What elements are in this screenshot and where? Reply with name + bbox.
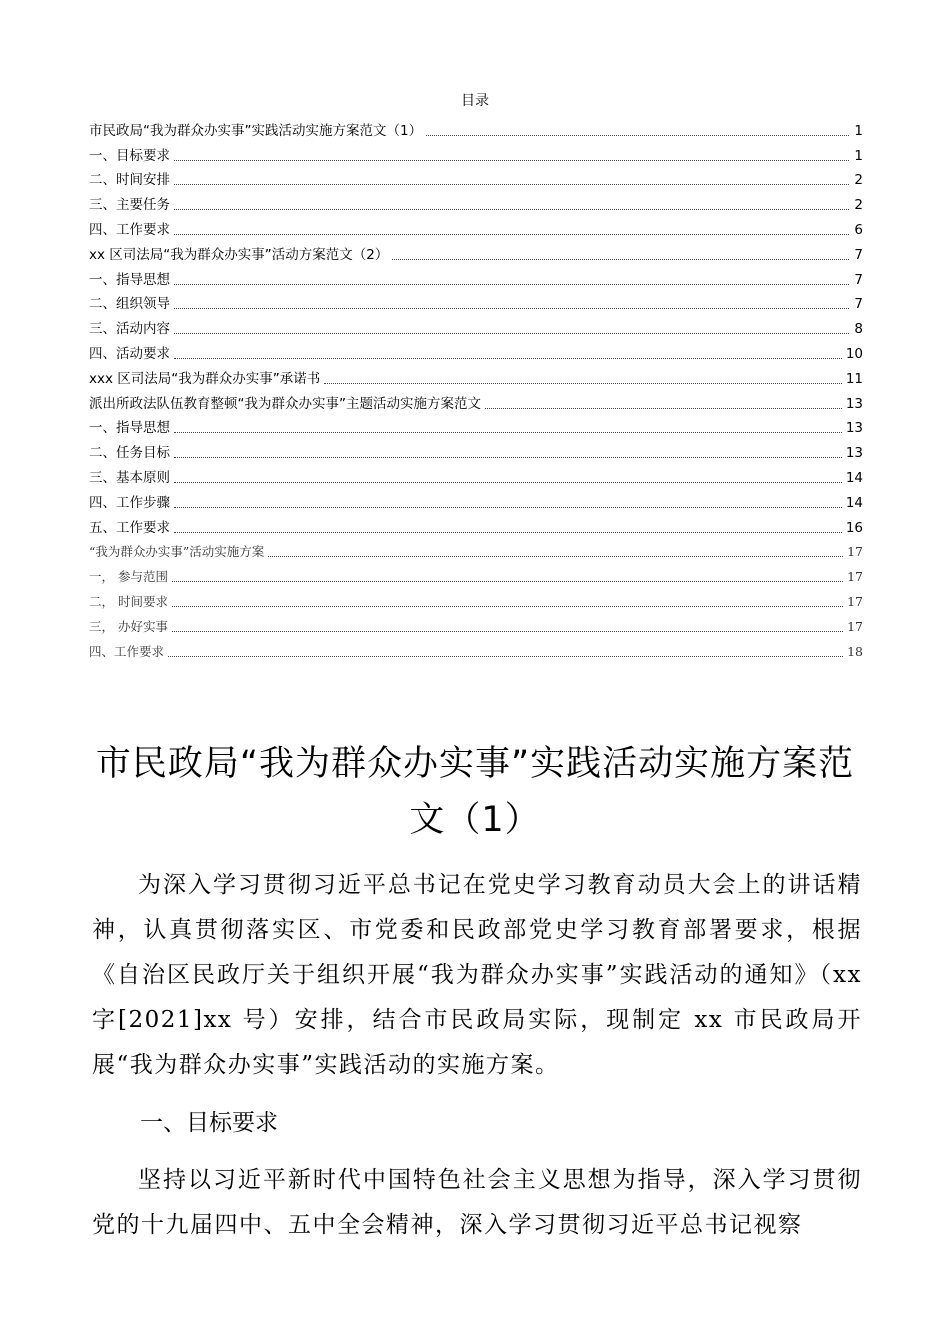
toc-entry-page-number: 17 [847,544,863,560]
toc-entry[interactable] [89,266,863,291]
toc-dot-leader [172,630,843,632]
toc-entry[interactable] [89,489,863,514]
toc-title: 目录 [461,93,489,109]
toc-entry-text: 四、工作步骤 [89,494,170,511]
toc-entry[interactable] [89,216,863,241]
toc-entry[interactable] [89,588,863,613]
toc-dot-leader [174,233,849,235]
toc-dot-leader [172,580,843,582]
toc-entry-page-number: 1 [854,147,863,164]
toc-entry-page-number: 2 [854,172,863,189]
toc-entry-page-number: 16 [845,519,863,536]
section-heading-goals: 一、目标要求 [140,1110,278,1136]
toc-entry-text: 五、工作要求 [89,519,170,536]
toc-dot-leader [324,382,842,384]
toc-entry[interactable] [89,167,863,192]
toc-entry-text: 二、组织领导 [89,296,170,313]
toc-entry-page-number: 10 [845,345,863,362]
table-of-contents [89,117,863,663]
toc-entry-page-number: 7 [854,296,863,313]
toc-entry-page-number: 17 [847,569,863,585]
toc-entry-text: 三、基本原则 [89,469,170,486]
toc-dot-leader [174,283,849,285]
toc-entry-text: 四、工作要求 [89,221,170,238]
toc-entry[interactable] [89,439,863,464]
toc-entry[interactable] [89,613,863,638]
toc-entry-page-number: 13 [845,420,863,437]
toc-entry-text: 一、目标要求 [89,147,170,164]
toc-entry-page-number: 18 [847,643,863,659]
toc-dot-leader [392,258,849,260]
toc-dot-leader [174,456,842,458]
toc-entry-page-number: 14 [845,494,863,511]
toc-entry-text: 四、工作要求 [89,643,165,659]
toc-entry-page-number: 17 [847,593,863,609]
toc-dot-leader [168,655,843,657]
toc-entry-text: 一、指导思想 [89,271,170,288]
toc-entry-page-number: 17 [847,618,863,634]
toc-entry-text: 二、任务目标 [89,445,170,462]
toc-entry-page-number: 11 [845,370,863,387]
toc-entry[interactable] [89,142,863,167]
toc-entry-text: 二、时间安排 [89,172,170,189]
toc-entry[interactable] [89,638,863,663]
toc-entry-text: “我为群众办实事”活动实施方案 [89,544,265,560]
toc-entry-text: 一， 参与范围 [89,569,168,585]
toc-dot-leader [174,159,849,161]
toc-entry[interactable] [89,365,863,390]
toc-entry[interactable] [89,563,863,588]
toc-entry-text: xx 区司法局“我为群众办实事”活动方案范文（2） [89,246,389,263]
toc-entry-page-number: 13 [845,395,863,412]
toc-dot-leader [174,531,842,533]
toc-dot-leader [426,134,849,136]
toc-entry-page-number: 7 [854,271,863,288]
toc-dot-leader [174,431,842,433]
toc-entry-page-number: 2 [854,197,863,214]
toc-dot-leader [268,555,843,557]
toc-dot-leader [174,481,842,483]
toc-entry[interactable] [89,415,863,440]
section-goals-paragraph: 坚持以习近平新时代中国特色社会主义思想为指导，深入学习贯彻党的十九届四中、五中全会精神，深入学习贯彻习近平总书记视察 [92,1167,862,1238]
toc-entry-text: 市民政局“我为群众办实事”实践活动实施方案范文（1） [89,122,423,139]
toc-entry-text: 一、指导思想 [89,420,170,437]
toc-entry-page-number: 7 [854,246,863,263]
toc-entry[interactable] [89,539,863,564]
toc-entry-text: 三、主要任务 [89,197,170,214]
toc-dot-leader [485,407,842,409]
toc-entry[interactable] [89,340,863,365]
toc-entry-text: 二， 时间要求 [89,593,168,609]
toc-entry[interactable] [89,315,863,340]
toc-entry-text: 三， 办好实事 [89,618,168,634]
toc-dot-leader [174,357,842,359]
toc-dot-leader [174,506,842,508]
toc-entry[interactable] [89,291,863,316]
document-title: 市民政局“我为群众办实事”实践活动实施方案范文（1） [95,744,855,840]
toc-entry-text: 三、活动内容 [89,321,170,338]
toc-entry-text: 派出所政法队伍教育整顿“我为群众办实事”主题活动实施方案范文 [89,395,481,412]
toc-entry[interactable] [89,390,863,415]
toc-entry[interactable] [89,514,863,539]
toc-entry-text: 四、活动要求 [89,345,170,362]
toc-dot-leader [172,605,843,607]
toc-entry-page-number: 13 [845,445,863,462]
toc-dot-leader [174,183,849,185]
toc-entry[interactable] [89,191,863,216]
toc-entry-page-number: 14 [845,469,863,486]
toc-dot-leader [174,208,849,210]
toc-entry-page-number: 6 [854,221,863,238]
toc-entry[interactable] [89,241,863,266]
toc-entry-text: xxx 区司法局“我为群众办实事”承诺书 [89,370,321,387]
intro-paragraph: 为深入学习贯彻习近平总书记在党史学习教育动员大会上的讲话精神，认真贯彻落实区、市党委和民政部党史学习教育部署要求，根据《自治区民政厅关于组织开展“我为群众办实事”实践活动的通知》（xx 字[2021]xx 号）安排，结合市民政局实际，现制定 xx 市民政局开展“我为群众办实事”实践活动的实施方案。 [92,872,862,1078]
toc-dot-leader [174,332,849,334]
toc-entry[interactable] [89,117,863,142]
toc-entry-page-number: 8 [854,321,863,338]
toc-entry-page-number: 1 [854,122,863,139]
toc-dot-leader [174,307,849,309]
toc-entry[interactable] [89,464,863,489]
